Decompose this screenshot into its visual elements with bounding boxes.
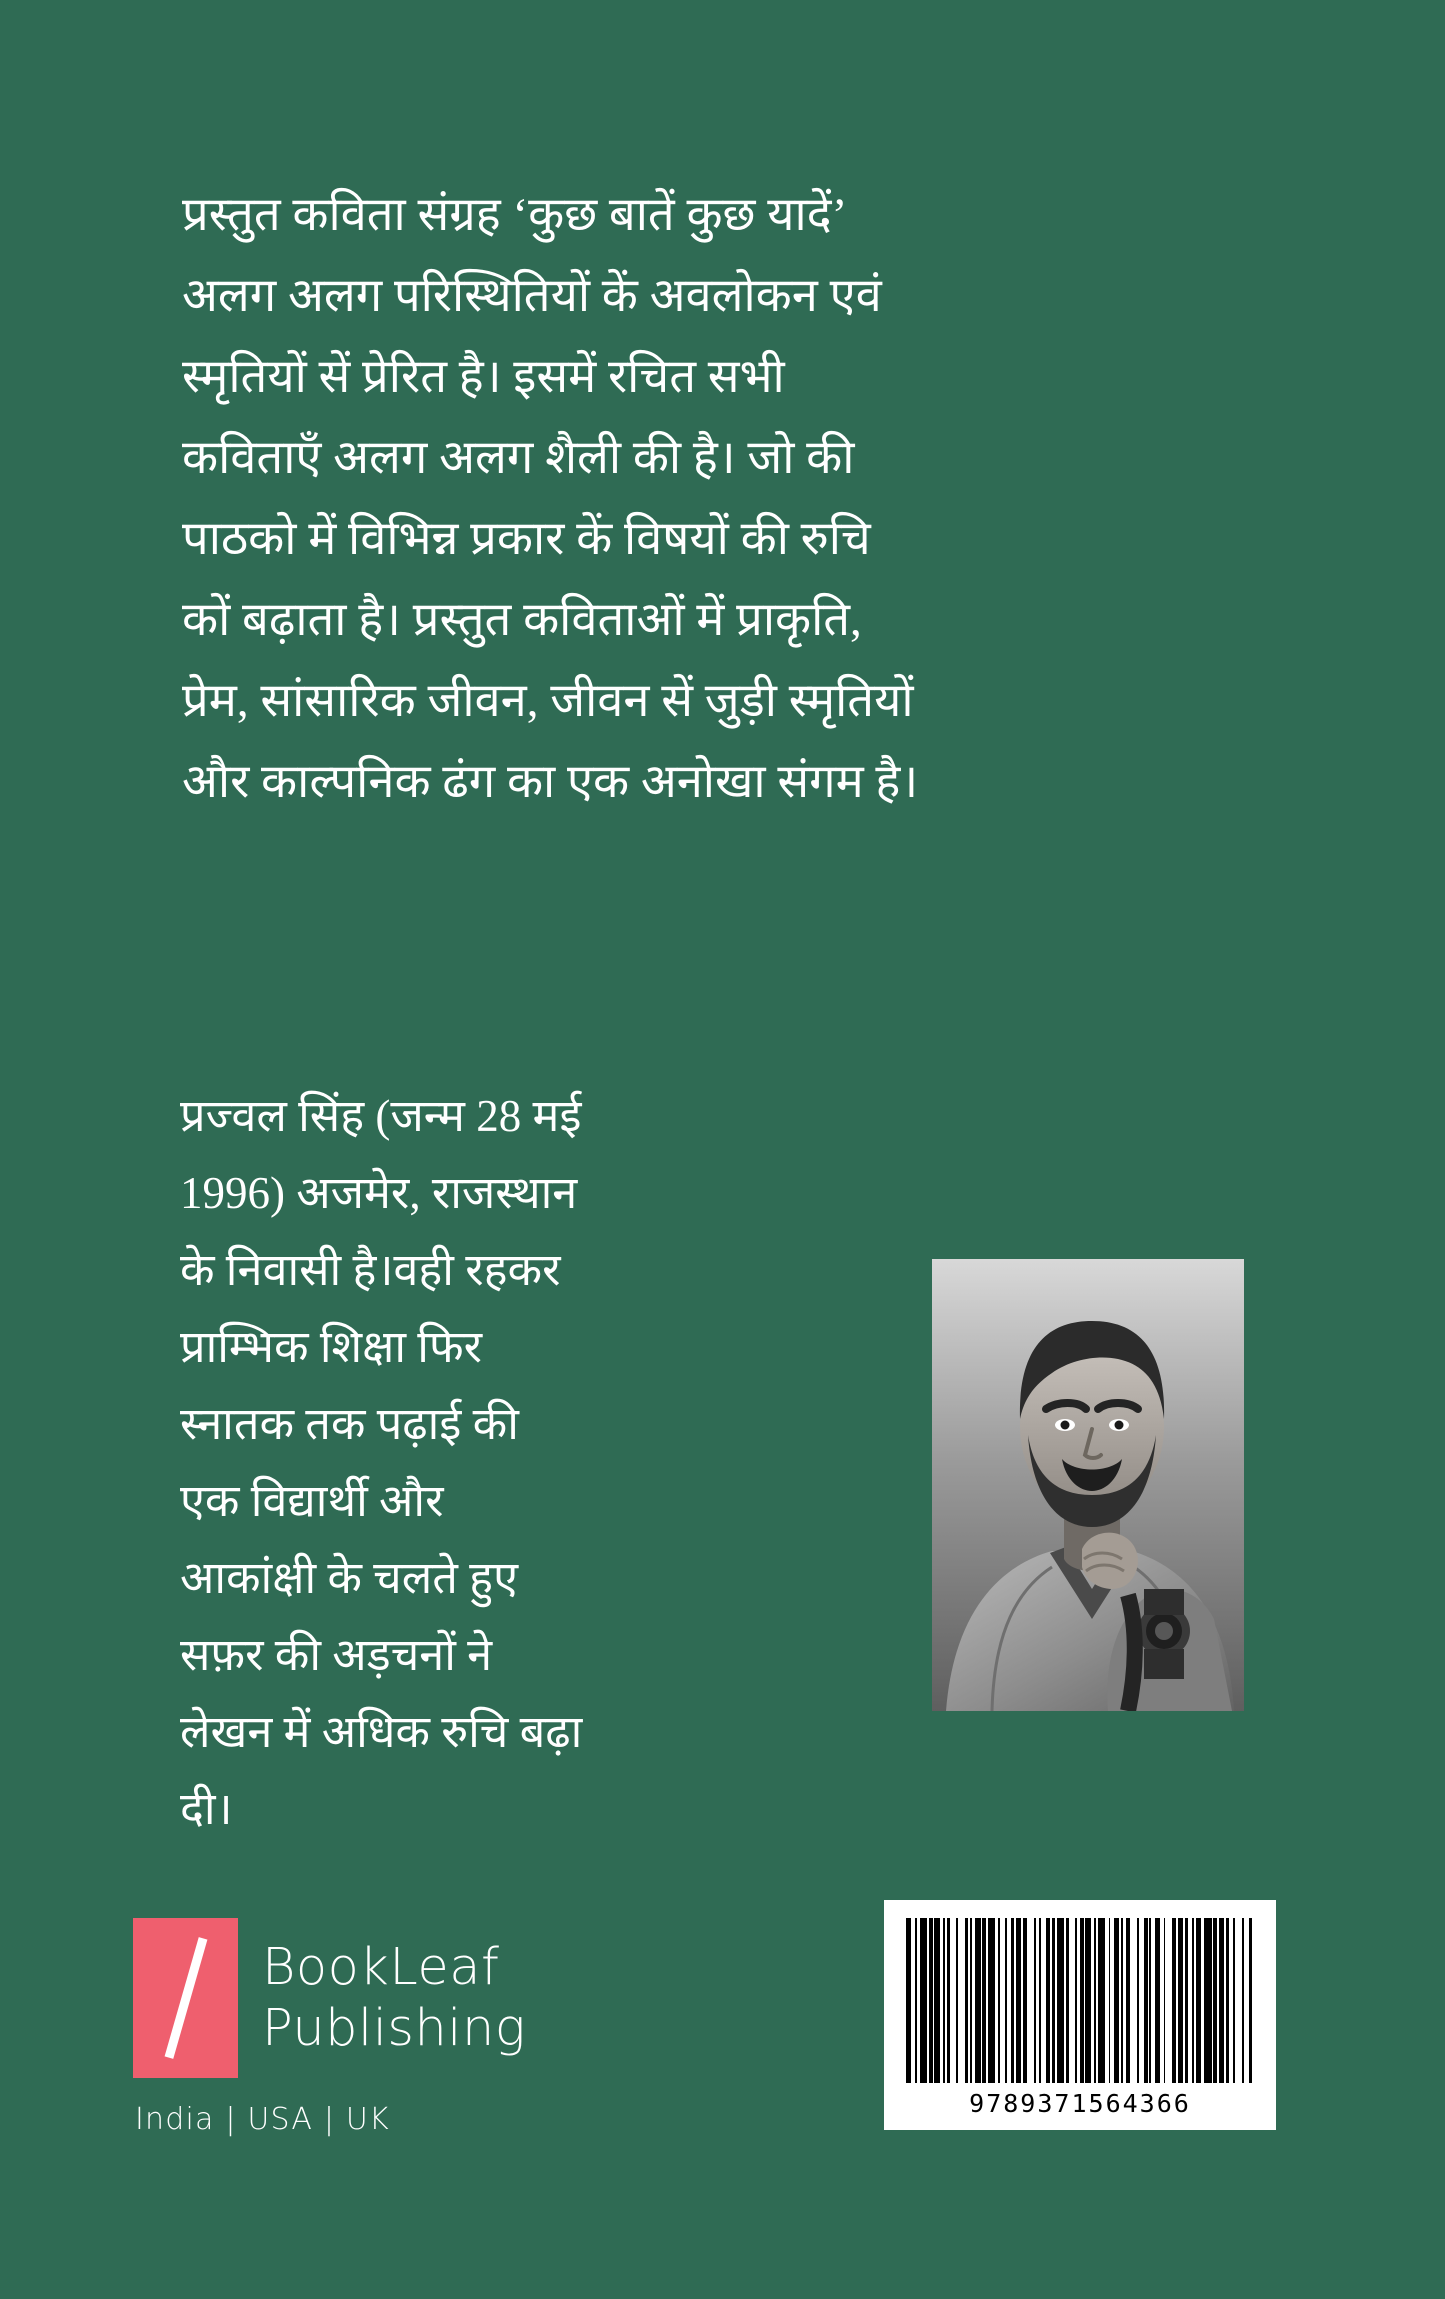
bio-line-5 <box>180 1386 780 1463</box>
author-photo <box>932 1259 1244 1711</box>
blurb-word: कों बढ़ाता है। प्रस्तुत कविताओं में प्राकृति, <box>182 594 862 646</box>
bio-word: आकांक्षी के चलते हुए <box>180 1553 518 1603</box>
isbn-barcode <box>884 1900 1276 2130</box>
publisher-name <box>262 1918 526 2078</box>
bio-line-9 <box>180 1694 780 1771</box>
blurb-line-1 <box>182 175 1264 256</box>
bio-line-6 <box>180 1463 780 1540</box>
publisher-name-line2: Publishing <box>262 1999 526 2058</box>
blurb-word: अलग अलग परिस्थितियों कें अवलोकन एवं <box>182 270 882 322</box>
bio-line-10 <box>180 1771 780 1848</box>
bio-line-1 <box>180 1078 780 1155</box>
publisher-logo-row <box>133 1918 553 2078</box>
barcode-bars <box>906 1914 1254 2089</box>
bio-word: सफ़र की अड़चनों ने <box>180 1630 493 1680</box>
blurb-line-7 <box>182 661 1264 742</box>
blurb-word: प्रस्तुत कविता संग्रह ‘कुछ बातें कुछ यादें’ <box>182 189 848 241</box>
publisher-regions: India | USA | UK <box>135 2102 390 2137</box>
bio-word: एक विद्यार्थी और <box>180 1476 444 1526</box>
bio-line-2 <box>180 1155 780 1232</box>
bio-word: दी। <box>180 1784 233 1834</box>
blurb-word: और काल्पनिक ढंग का एक अनोखा संगम है। <box>182 756 919 808</box>
blurb-line-2 <box>182 256 1264 337</box>
author-portrait-image <box>932 1259 1244 1711</box>
blurb-word: कविताएँ अलग अलग शैली की है। जो की <box>182 432 855 484</box>
author-bio <box>180 1078 780 1848</box>
bio-word: प्रज्वल सिंह (जन्म 28 मई <box>180 1091 582 1141</box>
bio-word: लेखन में अधिक रुचि बढ़ा <box>180 1707 583 1757</box>
isbn-number: 9789371564366 <box>969 2089 1191 2118</box>
bio-line-7 <box>180 1540 780 1617</box>
bio-word: 1996) अजमेर, राजस्थान <box>180 1168 578 1218</box>
blurb-line-5 <box>182 499 1264 580</box>
bio-line-8 <box>180 1617 780 1694</box>
blurb-line-3 <box>182 337 1264 418</box>
blurb-line-6 <box>182 580 1264 661</box>
publisher-name-line1: BookLeaf <box>262 1938 500 1997</box>
bookleaf-slash-icon <box>133 1918 238 2078</box>
blurb-word: प्रेम, सांसारिक जीवन, जीवन सें जुड़ी स्मृतियों <box>182 675 914 727</box>
blurb-line-8 <box>182 742 1264 823</box>
slash-shape <box>164 1937 207 2059</box>
blurb-line-4 <box>182 418 1264 499</box>
bio-word: के निवासी है।वही रहकर <box>180 1245 561 1295</box>
bio-word: स्नातक तक पढ़ाई की <box>180 1399 519 1449</box>
publisher-logo <box>133 1918 553 2137</box>
bio-word: प्राम्भिक शिक्षा फिर <box>180 1322 483 1372</box>
blurb-word: पाठको में विभिन्न प्रकार कें विषयों की रुचि <box>182 513 871 565</box>
book-description <box>182 175 1264 823</box>
blurb-word: स्मृतियों सें प्रेरित है। इसमें रचित सभी <box>182 351 785 403</box>
bio-line-3 <box>180 1232 780 1309</box>
bio-line-4 <box>180 1309 780 1386</box>
